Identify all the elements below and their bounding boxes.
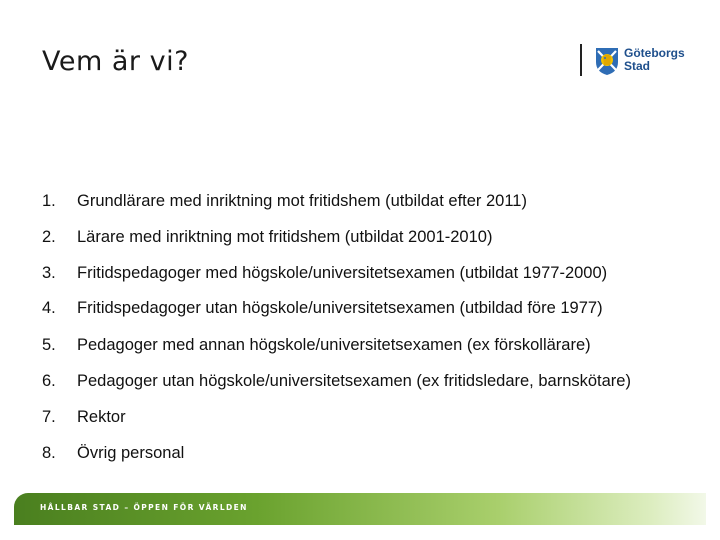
list-item-text: Fritidspedagoger med högskole/universitetsexamen (utbildat 1977-2000) — [77, 264, 608, 282]
list-item-number: 7. — [42, 408, 56, 426]
logo-divider — [580, 44, 582, 76]
lion-crest-icon — [594, 46, 620, 76]
footer-banner — [14, 493, 706, 525]
logo-line-2: Stad — [624, 59, 651, 73]
list-item-text: Fritidspedagoger utan högskole/universitetsexamen (utbildad före 1977) — [77, 299, 603, 317]
list-item-text: Pedagoger med annan högskole/universitetsexamen (ex förskollärare) — [77, 336, 591, 354]
logo-wordmark — [624, 47, 685, 73]
list-item-text: Rektor — [77, 408, 126, 426]
list-item-number: 3. — [42, 264, 56, 282]
list-item-text: Lärare med inriktning mot fritidshem (utbildat 2001-2010) — [77, 228, 493, 246]
list-item-number: 4. — [42, 299, 56, 317]
list-item-text: Grundlärare med inriktning mot fritidshem (utbildat efter 2011) — [77, 192, 527, 210]
logo-line-1: Göteborgs — [624, 46, 685, 60]
footer-slogan: HÅLLBAR STAD – ÖPPEN FÖR VÄRLDEN — [40, 503, 248, 512]
list-item-text: Pedagoger utan högskole/universitetsexamen (ex fritidsledare, barnskötare) — [77, 372, 631, 390]
list-item-number: 1. — [42, 192, 56, 210]
slide-title: Vem är vi? — [42, 46, 189, 77]
list-item-number: 8. — [42, 444, 56, 462]
list-item-text: Övrig personal — [77, 444, 185, 462]
list-item-number: 5. — [42, 336, 56, 354]
goteborgs-stad-logo — [580, 44, 692, 78]
list-item-number: 2. — [42, 228, 56, 246]
list-item-number: 6. — [42, 372, 56, 390]
